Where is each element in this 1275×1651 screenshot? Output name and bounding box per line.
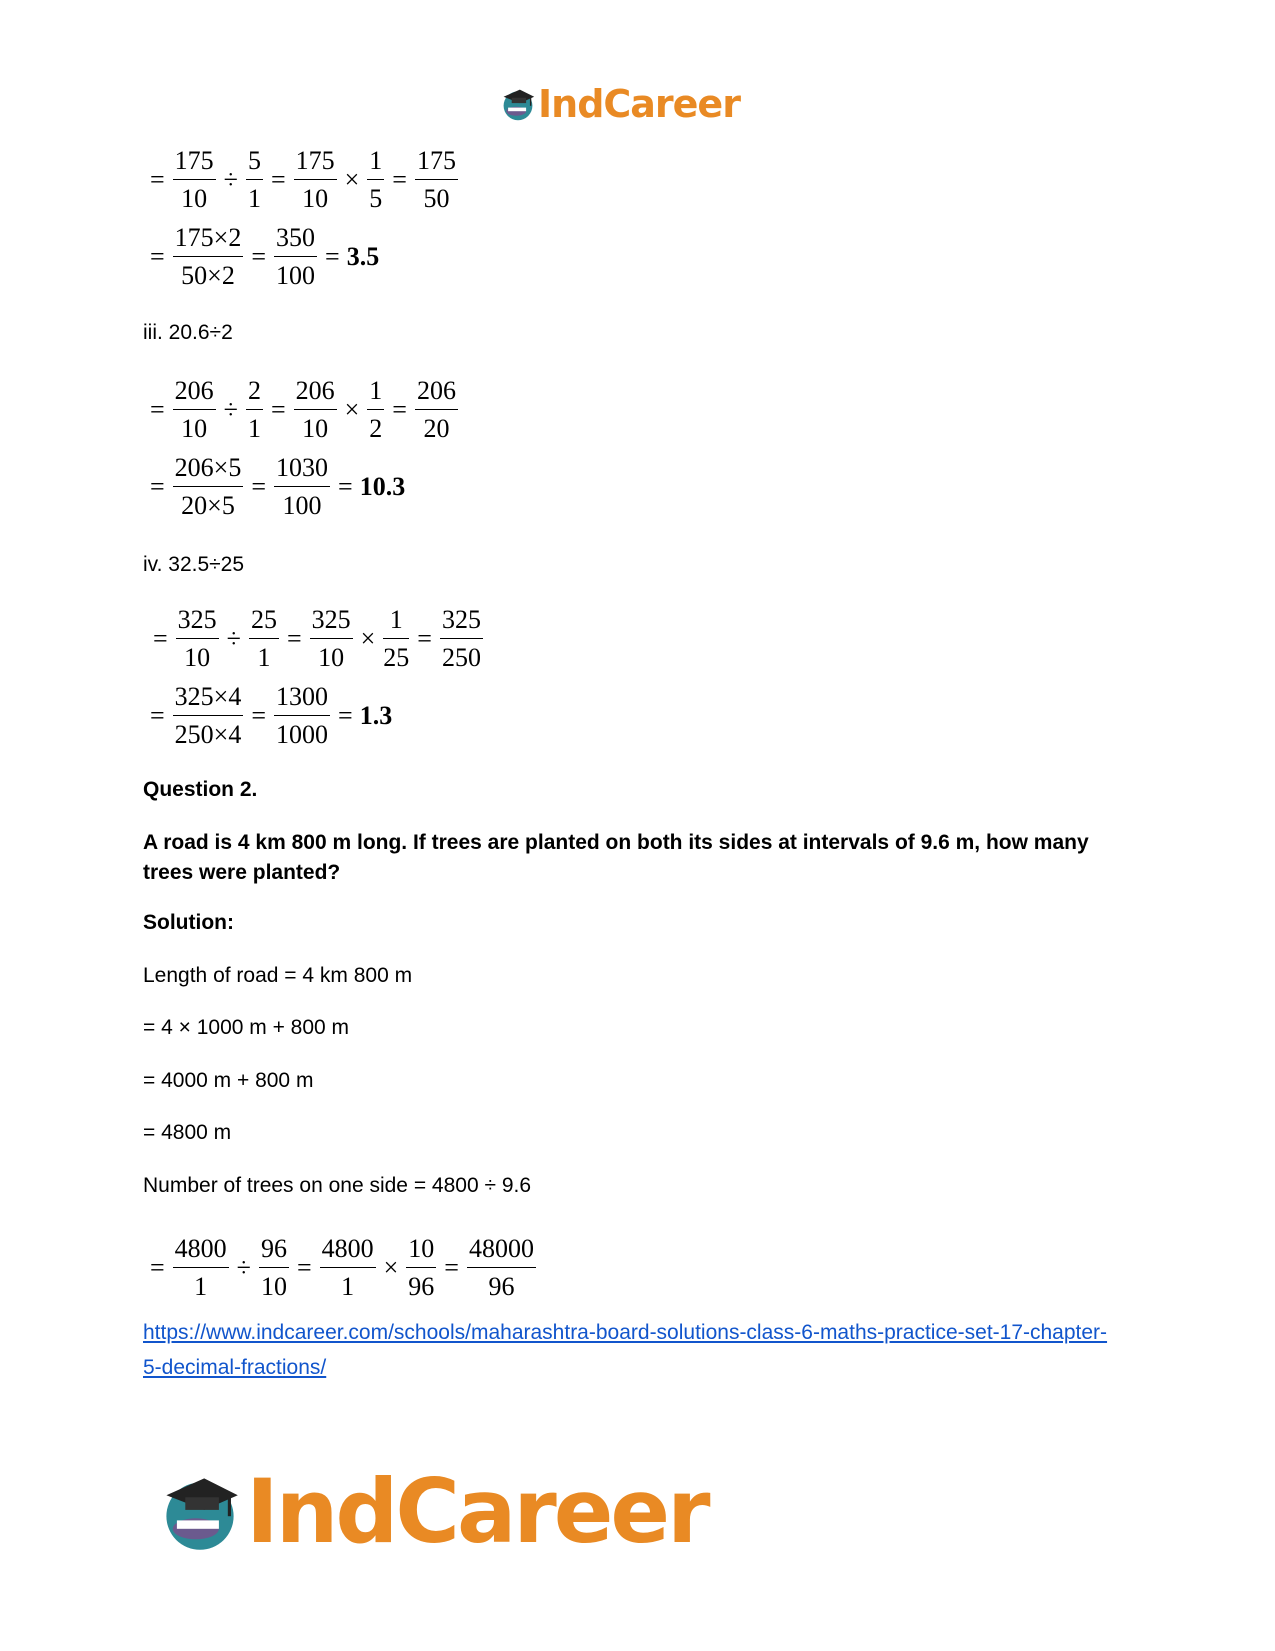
fraction bbox=[383, 607, 409, 671]
fraction bbox=[274, 455, 330, 519]
denominator: 50 bbox=[423, 184, 450, 213]
numerator: 4800 bbox=[320, 1236, 376, 1268]
numerator: 175 bbox=[415, 148, 458, 180]
denominator: 10 bbox=[302, 184, 329, 213]
solution-line: = 4000 m + 800 m bbox=[143, 1069, 314, 1092]
denominator: 100 bbox=[276, 261, 316, 290]
fraction bbox=[274, 684, 330, 748]
denominator: 1 bbox=[341, 1272, 355, 1301]
math-operator: = bbox=[392, 165, 407, 194]
math-result: 10.3 bbox=[359, 472, 406, 501]
fraction bbox=[173, 148, 216, 212]
question-heading: Question 2. bbox=[143, 778, 258, 801]
fraction bbox=[173, 1236, 229, 1300]
denominator: 10 bbox=[181, 414, 208, 443]
numerator: 325 bbox=[310, 607, 353, 639]
math-line bbox=[145, 225, 379, 289]
numerator: 206 bbox=[294, 378, 337, 410]
denominator: 1 bbox=[247, 414, 261, 443]
fraction bbox=[320, 1236, 376, 1300]
math-operator: × bbox=[360, 624, 376, 653]
math-result: 3.5 bbox=[346, 242, 380, 271]
math-line bbox=[148, 607, 486, 671]
graduation-cap-globe-icon bbox=[500, 86, 536, 122]
logo-wordmark: IndCareer bbox=[246, 1460, 708, 1563]
numerator: 1030 bbox=[274, 455, 330, 487]
denominator: 250 bbox=[441, 643, 481, 672]
fraction bbox=[406, 1236, 436, 1300]
fraction bbox=[367, 378, 384, 442]
fraction bbox=[467, 1236, 536, 1300]
question-text: A road is 4 km 800 m long. If trees are planted on both its sides at intervals of 9.6 m, how many trees were planted? bbox=[143, 831, 1089, 884]
denominator: 100 bbox=[282, 491, 322, 520]
numerator: 175 bbox=[173, 148, 216, 180]
fraction bbox=[173, 378, 216, 442]
numerator: 48000 bbox=[467, 1236, 536, 1268]
numerator: 325 bbox=[440, 607, 483, 639]
fraction bbox=[176, 607, 219, 671]
math-operator: = bbox=[150, 165, 165, 194]
fraction bbox=[294, 148, 337, 212]
denominator: 1 bbox=[247, 184, 261, 213]
fraction bbox=[249, 607, 279, 671]
math-operator: = bbox=[150, 242, 165, 271]
math-operator: × bbox=[344, 395, 360, 424]
denominator: 1 bbox=[257, 643, 271, 672]
part-label: iii. 20.6÷2 bbox=[143, 321, 233, 344]
solution-line: Number of trees on one side = 4800 ÷ 9.6 bbox=[143, 1174, 532, 1197]
math-operator: = bbox=[251, 472, 267, 501]
math-operator: = bbox=[150, 395, 165, 424]
numerator: 4800 bbox=[173, 1236, 229, 1268]
denominator: 10 bbox=[318, 643, 345, 672]
math-operator: = bbox=[296, 1253, 312, 1282]
footer-logo bbox=[158, 1462, 708, 1562]
math-operator: ÷ bbox=[223, 395, 238, 424]
math-operator: × bbox=[383, 1253, 399, 1282]
header-logo bbox=[500, 78, 740, 130]
math-operator: ÷ bbox=[236, 1253, 251, 1282]
numerator: 2 bbox=[246, 378, 263, 410]
math-line bbox=[145, 148, 461, 212]
denominator: 50×2 bbox=[181, 261, 235, 290]
math-line bbox=[145, 455, 405, 519]
numerator: 10 bbox=[406, 1236, 436, 1268]
numerator: 5 bbox=[246, 148, 263, 180]
fraction bbox=[415, 148, 458, 212]
math-operator: = bbox=[150, 1253, 165, 1282]
numerator: 96 bbox=[259, 1236, 289, 1268]
math-operator: = bbox=[150, 472, 165, 501]
math-operator: = bbox=[444, 1253, 459, 1282]
graduation-cap-globe-icon bbox=[158, 1470, 242, 1554]
denominator: 96 bbox=[488, 1272, 515, 1301]
math-operator: = bbox=[338, 701, 353, 730]
math-operator: ÷ bbox=[226, 624, 241, 653]
numerator: 1 bbox=[383, 607, 409, 639]
numerator: 325 bbox=[176, 607, 219, 639]
denominator: 20 bbox=[423, 414, 450, 443]
math-operator: = bbox=[338, 472, 353, 501]
math-line bbox=[145, 378, 461, 442]
math-operator: = bbox=[153, 624, 168, 653]
fraction bbox=[246, 148, 263, 212]
denominator: 250×4 bbox=[174, 720, 242, 749]
numerator: 206 bbox=[415, 378, 458, 410]
numerator: 175×2 bbox=[173, 225, 244, 257]
fraction bbox=[246, 378, 263, 442]
denominator: 10 bbox=[260, 1272, 287, 1301]
denominator: 20×5 bbox=[181, 491, 235, 520]
math-operator: = bbox=[270, 165, 286, 194]
math-result: 1.3 bbox=[359, 701, 393, 730]
denominator: 5 bbox=[369, 184, 383, 213]
math-operator: = bbox=[417, 624, 432, 653]
denominator: 1000 bbox=[276, 720, 329, 749]
denominator: 25 bbox=[383, 643, 410, 672]
part-label: iv. 32.5÷25 bbox=[143, 553, 245, 576]
numerator: 175 bbox=[294, 148, 337, 180]
numerator: 206 bbox=[173, 378, 216, 410]
solution-line: Length of road = 4 km 800 m bbox=[143, 964, 413, 987]
fraction bbox=[259, 1236, 289, 1300]
denominator: 96 bbox=[408, 1272, 435, 1301]
math-operator: = bbox=[270, 395, 286, 424]
numerator: 1300 bbox=[274, 684, 330, 716]
denominator: 2 bbox=[369, 414, 383, 443]
fraction bbox=[274, 225, 317, 289]
numerator: 1 bbox=[367, 148, 384, 180]
numerator: 25 bbox=[249, 607, 279, 639]
numerator: 206×5 bbox=[173, 455, 244, 487]
numerator: 325×4 bbox=[173, 684, 244, 716]
math-operator: = bbox=[251, 701, 267, 730]
math-operator: = bbox=[392, 395, 407, 424]
logo-wordmark: IndCareer bbox=[538, 82, 740, 126]
numerator: 1 bbox=[367, 378, 384, 410]
fraction bbox=[294, 378, 337, 442]
fraction bbox=[310, 607, 353, 671]
math-line bbox=[145, 684, 392, 748]
math-operator: = bbox=[251, 242, 267, 271]
denominator: 10 bbox=[181, 184, 208, 213]
numerator: 350 bbox=[274, 225, 317, 257]
solution-line: = 4800 m bbox=[143, 1121, 232, 1144]
math-operator: = bbox=[286, 624, 302, 653]
fraction bbox=[440, 607, 483, 671]
fraction bbox=[173, 455, 244, 519]
fraction bbox=[173, 225, 244, 289]
math-operator: = bbox=[325, 242, 340, 271]
source-link[interactable]: https://www.indcareer.com/schools/maharashtra-board-solutions-class-6-maths-practice-set-17-chapter-5-decimal-fractions/ bbox=[143, 1321, 1108, 1379]
fraction bbox=[173, 684, 244, 748]
fraction bbox=[415, 378, 458, 442]
solution-heading: Solution: bbox=[143, 911, 234, 934]
solution-line: = 4 × 1000 m + 800 m bbox=[143, 1016, 350, 1039]
math-operator: × bbox=[344, 165, 360, 194]
denominator: 10 bbox=[302, 414, 329, 443]
denominator: 1 bbox=[194, 1272, 208, 1301]
fraction bbox=[367, 148, 384, 212]
math-line bbox=[145, 1236, 539, 1300]
math-operator: = bbox=[150, 701, 165, 730]
math-operator: ÷ bbox=[223, 165, 238, 194]
denominator: 10 bbox=[184, 643, 211, 672]
